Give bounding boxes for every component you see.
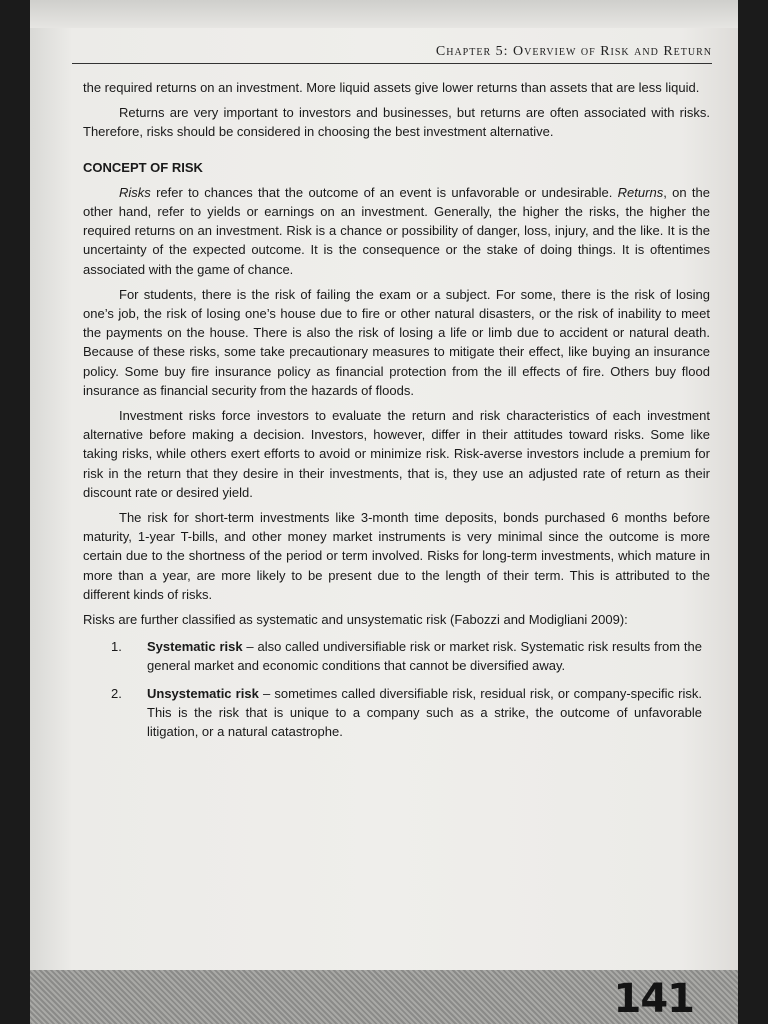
paragraph-short-term: The risk for short-term investments like 3-month time deposits, bonds purchased 6 months before maturity, 1-year T-bills, and other money market instruments is very minimal since the outcome is more certain due to the shortness of the period or term involved. Risks for long-term investments, which mature in more than a year, are more likely to be present due to the length of their term. This is attributed to the different kinds of risks. [83,510,710,602]
list-item [83,637,710,675]
list-item-text [147,684,710,742]
risk-definition-text-a: refer to chances that the outcome of an event is unfavorable or undesirable. [150,184,618,200]
risk-types-list [83,637,710,741]
list-description: – also called undiversifiable risk or market risk. Systematic risk results from the general market and economic conditions that cannot be diversified away. [147,639,702,674]
page-body [83,78,710,749]
page-top-shadow [30,0,738,28]
list-term: Unsystematic risk [147,685,259,701]
paragraph-classified: Risks are further classified as systematic and unsystematic risk (Fabozzi and Modigliani 2009): [83,612,628,628]
book-page [30,0,738,1024]
list-term: Systematic risk [147,639,243,655]
paragraph-risk-definition [83,183,710,279]
list-number: 1. [111,639,122,655]
list-item-text [147,637,710,675]
paragraph-intro-2: Returns are very important to investors and businesses, but returns are often associated with risks. Therefore, risks should be considered in choosing the best investment alternative. [83,105,710,140]
paragraph-intro-1: the required returns on an investment. More liquid assets give lower returns than assets that are less liquid. [83,80,700,95]
paragraph-students: For students, there is the risk of failing the exam or a subject. For some, there is the risk of losing one’s job, the risk of losing one’s house due to fire or other natural disasters, or the risk of inability to meet the payments on the house. There is also the risk of losing a life or limb due to accident or natural death. Because of these risks, some take precautionary measures to mitigate their effect, like buying an insurance policy. Some buy fire insurance policy as financial protection from the ill effects of fire. Others buy flood insurance as financial security from the hazards of floods. [83,286,710,398]
paragraph-investment-risks: Investment risks force investors to evaluate the return and risk characteristics of each investment alternative before making a decision. Investors, however, differ in their attitudes toward risks. Some like taking risks, while others exert efforts to avoid or minimize risk. Risk-averse investors include a premium for risk in the return that they desire in their investments, that is, they use an adjusted rate of return as their discount rate or desired yield. [83,408,710,500]
running-header: Chapter 5: Overview of Risk and Return [72,44,712,64]
list-item [83,684,710,742]
section-heading: CONCEPT OF RISK [83,159,203,175]
page-number: 141 [613,976,694,1022]
risk-definition-text-b: , on the other hand, refer to yields or earnings on an investment. Generally, the higher the risks, the higher the required returns on an investment. Risk is a chance or possibility of danger, loss, injury, and the like. It is the uncertainty of the expected outcome. It is the consequence or the stake of doing things. It is oftentimes associated with the game of chance. [83,184,710,277]
list-number: 2. [111,685,122,701]
term-risks: Risks [119,184,151,200]
list-description: – sometimes called diversifiable risk, residual risk, or company-specific risk. This is the risk that is unique to a company such as a strike, the outcome of unfavorable litigation, or a natural catastrophe. [147,685,703,740]
term-returns: Returns [617,184,664,200]
